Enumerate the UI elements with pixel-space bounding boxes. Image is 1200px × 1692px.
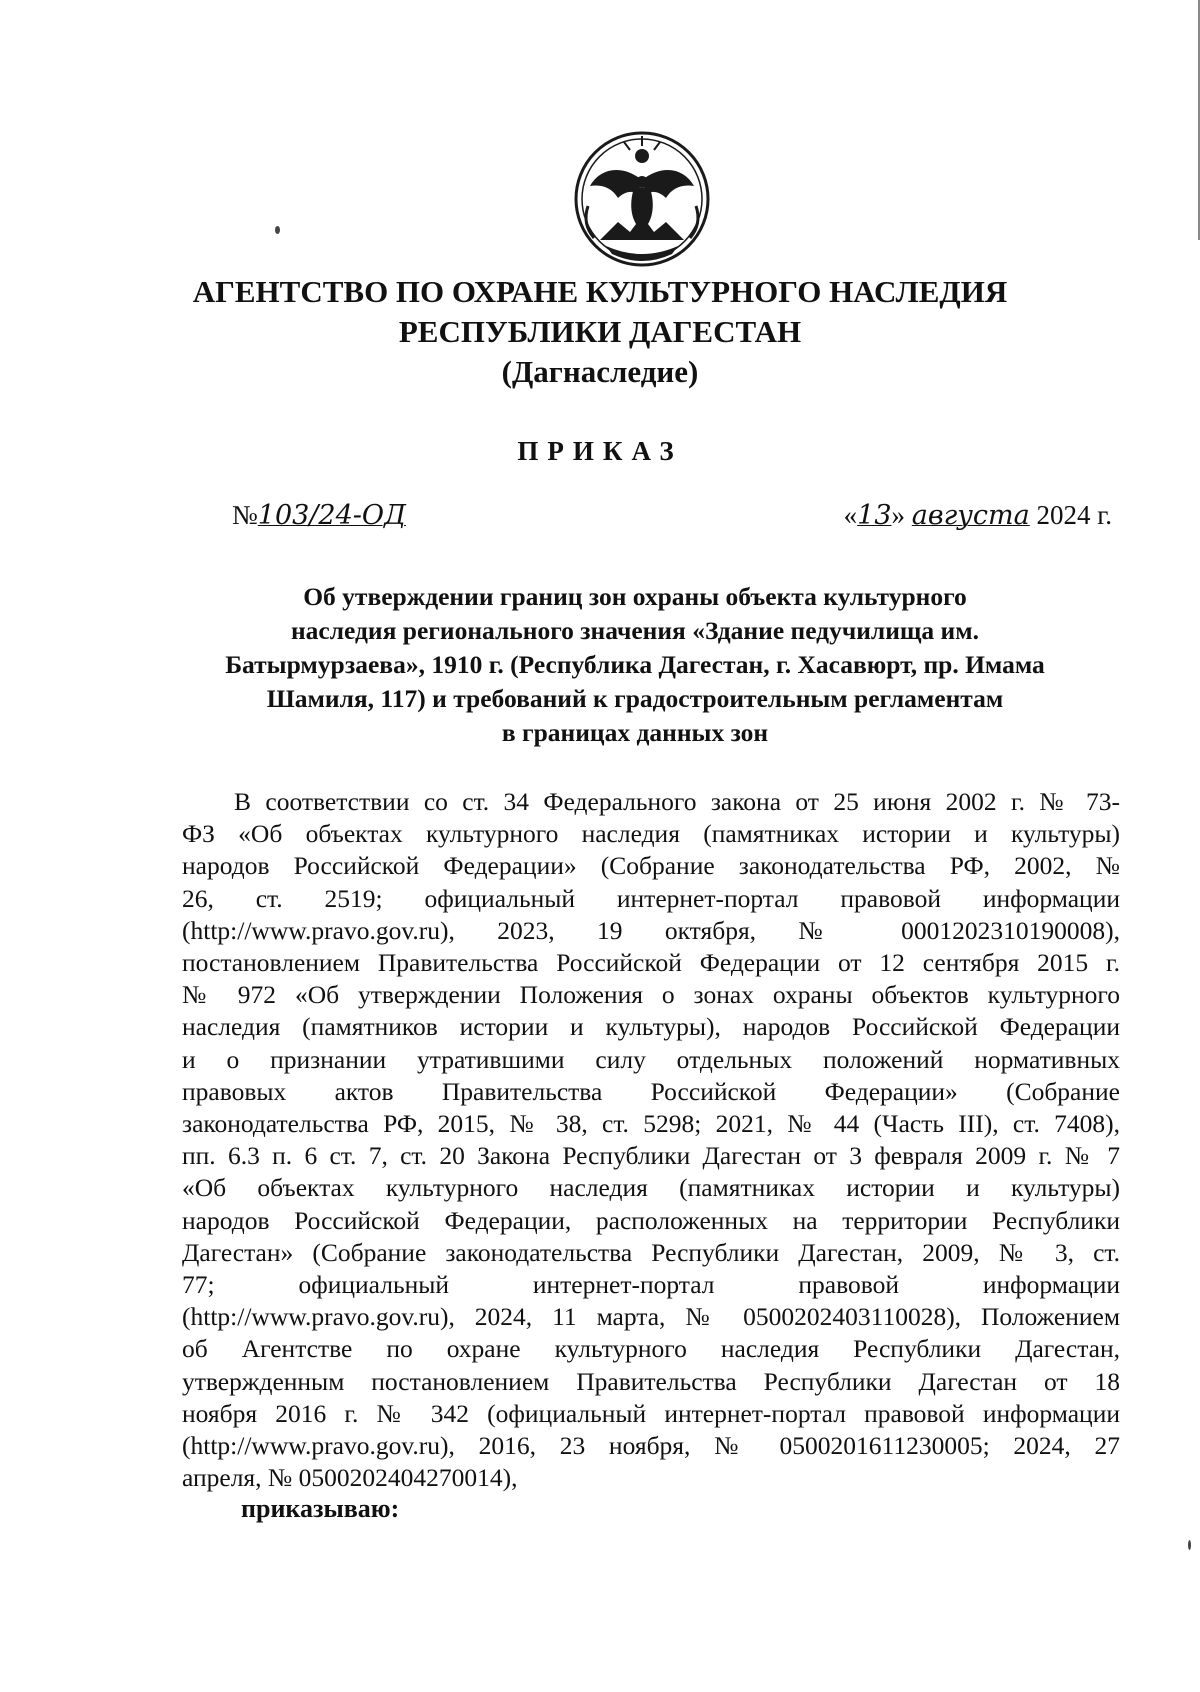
- order-preamble: [182, 786, 1120, 1494]
- scan-speck: [1188, 1540, 1191, 1550]
- agency-short-name: (Дагнаследие): [501, 354, 699, 389]
- body-line: 26, ст. 2519; официальный интернет-портал правовой информации: [182, 883, 1120, 913]
- subject-line: в границах данных зон: [501, 718, 769, 747]
- document-title: ПРИКАЗ: [517, 436, 683, 466]
- subject-line: Об утверждении границ зон охраны объекта культурного: [303, 582, 967, 611]
- body-line: ноября 2016 г. № 342 (официальный интернет-портал правовой информации: [182, 1398, 1120, 1428]
- body-line: утвержденным постановлением Правительства Республики Дагестан от 18: [182, 1366, 1120, 1396]
- order-number-date-row: [232, 500, 1112, 540]
- order-number-prefix: №: [232, 500, 258, 530]
- body-line: пп. 6.3 п. 6 ст. 7, ст. 20 Закона Республики Дагестан от 3 февраля 2009 г. № 7: [182, 1141, 1120, 1171]
- body-line: об Агентстве по охране культурного наследия Республики Дагестан,: [182, 1334, 1120, 1364]
- body-line: правовых актов Правительства Российской Федерации» (Собрание: [182, 1076, 1120, 1106]
- date-close-quote: »: [891, 500, 906, 530]
- dagestan-coat-of-arms-icon: [572, 128, 712, 270]
- order-date: [844, 500, 1112, 531]
- agency-header: [100, 272, 1100, 392]
- body-line: постановлением Правительства Российской Федерации от 12 сентября 2015 г.: [182, 948, 1120, 978]
- body-line: № 972 «Об утверждении Положения о зонах охраны объектов культурного: [182, 980, 1120, 1010]
- body-line: (http://www.pravo.gov.ru), 2016, 23 ноября, № 0500201611230005; 2024, 27: [182, 1431, 1120, 1461]
- body-line: (http://www.pravo.gov.ru), 2023, 19 октября, № 0001202310190008),: [182, 915, 1120, 945]
- date-open-quote: «: [843, 500, 858, 530]
- date-month: августа: [911, 500, 1030, 531]
- order-directive: приказываю:: [241, 1494, 400, 1523]
- order-subject: [150, 580, 1120, 750]
- date-day: 13: [857, 500, 892, 531]
- subject-line: Шамиля, 117) и требований к градостроительным регламентам: [266, 684, 1004, 713]
- body-line: наследия (памятников истории и культуры), народов Российской Федерации: [182, 1012, 1120, 1042]
- body-line: 77; официальный интернет-портал правовой информации: [182, 1270, 1120, 1300]
- body-line: В соответствии со ст. 34 Федерального закона от 25 июня 2002 г. № 73-: [234, 787, 1120, 816]
- order-number-value: 103/24-ОД: [257, 500, 406, 531]
- body-line: апреля, № 0500202404270014),: [182, 1463, 518, 1493]
- agency-name-line-1: АГЕНТСТВО ПО ОХРАНЕ КУЛЬТУРНОГО НАСЛЕДИЯ: [192, 274, 1008, 309]
- agency-name-line-2: РЕСПУБЛИКИ ДАГЕСТАН: [398, 314, 802, 349]
- scan-speck: [275, 226, 280, 234]
- date-year: 2024 г.: [1036, 500, 1112, 530]
- body-line: и о признании утратившими силу отдельных положений нормативных: [182, 1044, 1120, 1074]
- body-line: (http://www.pravo.gov.ru), 2024, 11 марта, № 0500202403110028), Положением: [182, 1302, 1120, 1332]
- body-line: «Об объектах культурного наследия (памятниках истории и культуры): [182, 1173, 1120, 1203]
- body-line: народов Российской Федерации, расположенных на территории Республики: [182, 1205, 1120, 1235]
- body-line: народов Российской Федерации» (Собрание законодательства РФ, 2002, №: [182, 851, 1120, 881]
- body-line: ФЗ «Об объектах культурного наследия (памятниках истории и культуры): [182, 819, 1120, 849]
- body-line: Дагестан» (Собрание законодательства Республики Дагестан, 2009, № 3, ст.: [182, 1237, 1120, 1267]
- order-number: [232, 500, 406, 531]
- subject-line: Батырмурзаева», 1910 г. (Республика Дагестан, г. Хасавюрт, пр. Имама: [225, 650, 1045, 679]
- subject-line: наследия регионального значения «Здание педучилища им.: [290, 616, 979, 645]
- body-line: законодательства РФ, 2015, № 38, ст. 5298; 2021, № 44 (Часть III), ст. 7408),: [182, 1109, 1120, 1139]
